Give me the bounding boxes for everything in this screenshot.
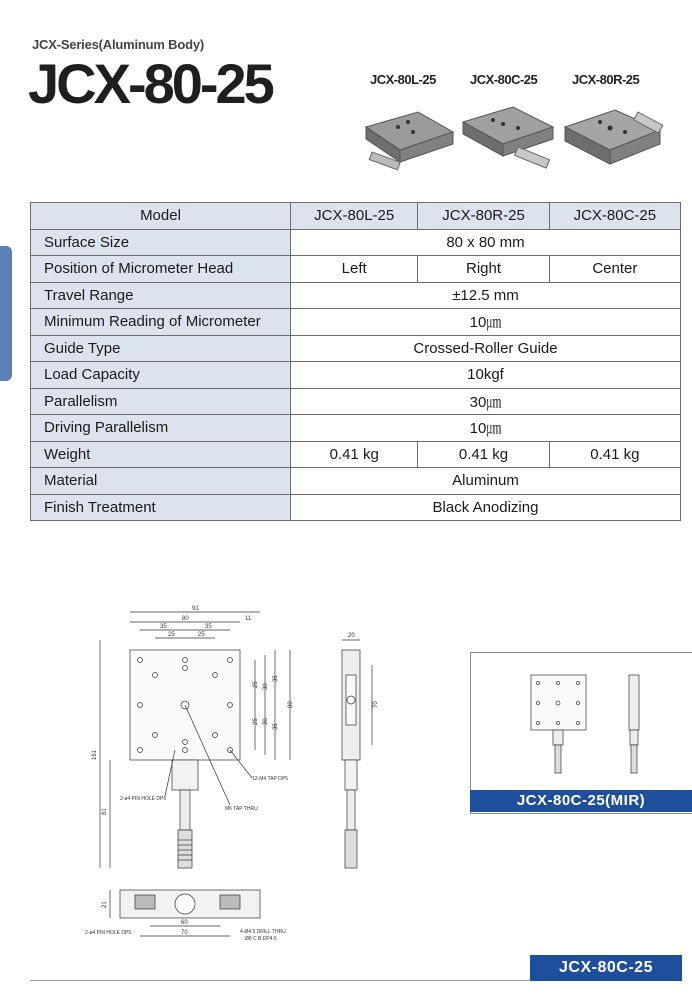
row-label: Travel Range — [31, 282, 291, 309]
row-label: Material — [31, 468, 291, 495]
row-value: 80 x 80 mm — [291, 229, 681, 256]
dim-25a: 25 — [168, 632, 175, 638]
dim-11: 11 — [245, 616, 252, 622]
technical-drawing — [80, 600, 470, 950]
row-value: Black Anodizing — [291, 494, 681, 521]
mirror-variant-label: JCX-80C-25(MIR) — [470, 790, 692, 812]
row-label: Minimum Reading of Micrometer — [31, 309, 291, 336]
bottom-drill-callout: 4-Ø4.5 DRILL THRU — [240, 929, 286, 935]
dim-r-25a: 25 — [253, 681, 259, 688]
row-label: Weight — [31, 441, 291, 468]
table-row — [31, 388, 681, 415]
row-value: Right — [418, 256, 549, 283]
variant-label-r: JCX-80R-25 — [572, 72, 640, 87]
dim-91: 91 — [192, 606, 199, 612]
row-value: 10㎛ — [291, 415, 681, 442]
table-row — [31, 309, 681, 336]
row-value: 10㎛ — [291, 309, 681, 336]
dim-25b: 25 — [198, 632, 205, 638]
table-row — [31, 282, 681, 309]
variant-label-l: JCX-80L-25 — [370, 72, 436, 87]
row-label: Parallelism — [31, 388, 291, 415]
table-header-col: JCX-80L-25 — [291, 203, 418, 230]
stage-image-r — [560, 92, 670, 182]
dim-r-35a: 35 — [273, 675, 279, 682]
row-value: ±12.5 mm — [291, 282, 681, 309]
row-label: Position of Micrometer Head — [31, 256, 291, 283]
table-row — [31, 468, 681, 495]
dim-r-80: 80 — [288, 701, 294, 708]
row-value: Aluminum — [291, 468, 681, 495]
dim-bottom-70: 70 — [181, 930, 188, 936]
table-header-col: JCX-80R-25 — [418, 203, 549, 230]
variant-label-c: JCX-80C-25 — [470, 72, 538, 87]
dim-81: 81 — [102, 808, 108, 815]
table-row — [31, 203, 681, 230]
spec-table — [30, 202, 681, 521]
row-label: Guide Type — [31, 335, 291, 362]
row-label: Surface Size — [31, 229, 291, 256]
dim-side-70: 70 — [373, 701, 379, 708]
bottom-cb-callout: Ø8 C B DP4.5 — [245, 936, 277, 942]
table-header-col: JCX-80C-25 — [549, 203, 680, 230]
dim-35b: 35 — [205, 624, 212, 630]
row-value: 0.41 kg — [549, 441, 680, 468]
dim-r-30b: 30 — [263, 718, 269, 725]
footer-divider — [30, 980, 530, 981]
stage-image-l — [358, 92, 458, 177]
row-value: 10kgf — [291, 362, 681, 389]
dim-r-30a: 30 — [263, 683, 269, 690]
stage-image-c — [458, 92, 558, 177]
row-value: Left — [291, 256, 418, 283]
dim-35a: 35 — [160, 624, 167, 630]
table-row — [31, 256, 681, 283]
mirror-drawing — [471, 653, 692, 788]
table-row — [31, 335, 681, 362]
row-value: 0.41 kg — [291, 441, 418, 468]
row-value: 0.41 kg — [418, 441, 549, 468]
row-label: Load Capacity — [31, 362, 291, 389]
row-value: Crossed-Roller Guide — [291, 335, 681, 362]
row-value: Center — [549, 256, 680, 283]
row-value: 30㎛ — [291, 388, 681, 415]
callout-tap: 12-M4 TAP DP5 — [252, 776, 288, 782]
dim-bottom-60: 60 — [181, 920, 188, 926]
model-title: JCX-80-25 — [28, 52, 272, 115]
table-row — [31, 415, 681, 442]
dim-r-35b: 35 — [273, 723, 279, 730]
table-row — [31, 229, 681, 256]
table-row — [31, 441, 681, 468]
callout-m6: M6 TAP THRU — [225, 806, 258, 812]
table-row — [31, 494, 681, 521]
table-row — [31, 362, 681, 389]
row-label: Driving Parallelism — [31, 415, 291, 442]
dim-r-25b: 25 — [253, 718, 259, 725]
table-header-model: Model — [31, 203, 291, 230]
dim-161: 161 — [92, 749, 98, 760]
dim-bottom-21: 21 — [102, 901, 108, 908]
footer-model-label: JCX-80C-25 — [530, 955, 682, 981]
side-tab — [0, 246, 12, 381]
dim-side-20: 20 — [348, 633, 355, 639]
callout-pin: 2-ø4 PIN HOLE DP5 — [120, 796, 167, 802]
series-title: JCX-Series(Aluminum Body) — [32, 37, 204, 52]
bottom-pin-callout: 2-ø4 PIN HOLE DP5 — [85, 930, 132, 936]
row-label: Finish Treatment — [31, 494, 291, 521]
dim-80: 80 — [182, 616, 189, 622]
